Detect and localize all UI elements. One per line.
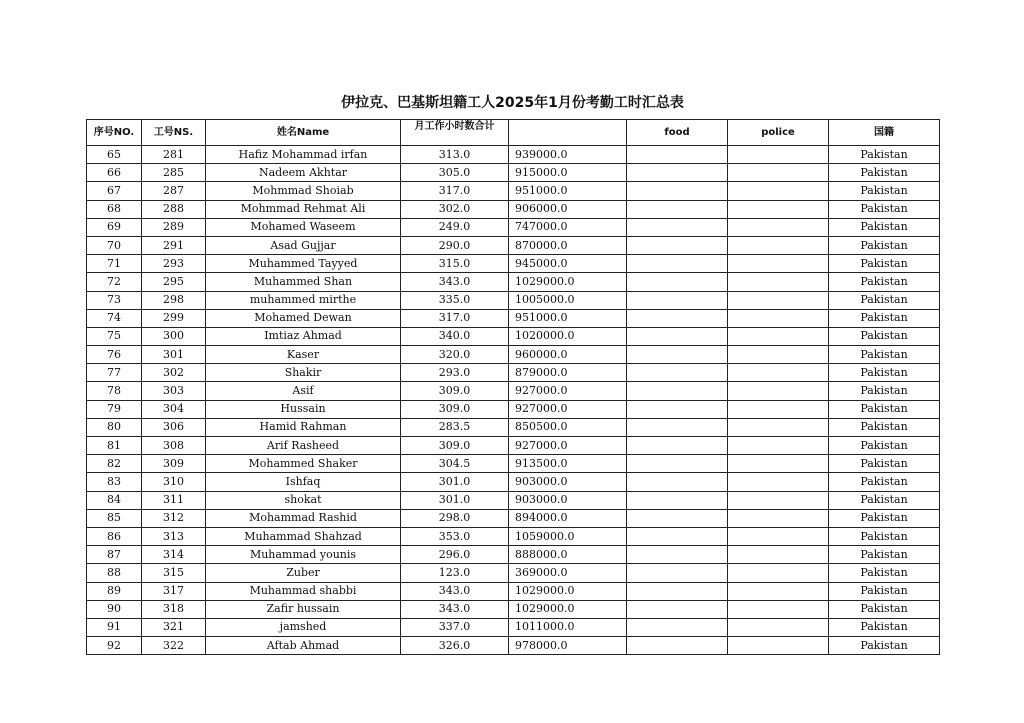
table-row	[87, 600, 940, 618]
table-row	[87, 527, 940, 545]
cell-nationality: Pakistan	[829, 346, 940, 364]
cell-no: 67	[87, 182, 142, 200]
cell-no: 79	[87, 400, 142, 418]
cell-ns: 309	[142, 455, 206, 473]
cell-nationality: Pakistan	[829, 527, 940, 545]
cell-hours: 340.0	[401, 327, 509, 345]
cell-hours: 249.0	[401, 218, 509, 236]
cell-name: Mohmmad Rehmat Ali	[206, 200, 401, 218]
cell-nationality: Pakistan	[829, 400, 940, 418]
cell-amount: 927000.0	[509, 382, 627, 400]
cell-name: Hussain	[206, 400, 401, 418]
cell-ns: 306	[142, 418, 206, 436]
cell-amount: 894000.0	[509, 509, 627, 527]
cell-ns: 299	[142, 309, 206, 327]
cell-ns: 300	[142, 327, 206, 345]
table-row	[87, 618, 940, 636]
cell-no: 88	[87, 564, 142, 582]
cell-food	[627, 291, 728, 309]
cell-police	[728, 309, 829, 327]
cell-hours: 283.5	[401, 418, 509, 436]
cell-hours: 335.0	[401, 291, 509, 309]
cell-amount: 1005000.0	[509, 291, 627, 309]
cell-ns: 302	[142, 364, 206, 382]
table-row	[87, 582, 940, 600]
cell-hours: 305.0	[401, 164, 509, 182]
cell-no: 85	[87, 509, 142, 527]
cell-amount: 1029000.0	[509, 600, 627, 618]
cell-hours: 123.0	[401, 564, 509, 582]
cell-hours: 317.0	[401, 182, 509, 200]
cell-no: 70	[87, 236, 142, 254]
cell-amount: 906000.0	[509, 200, 627, 218]
cell-no: 77	[87, 364, 142, 382]
cell-name: Muhammad shabbi	[206, 582, 401, 600]
cell-name: muhammed mirthe	[206, 291, 401, 309]
cell-amount: 888000.0	[509, 546, 627, 564]
cell-food	[627, 273, 728, 291]
cell-amount: 850500.0	[509, 418, 627, 436]
cell-nationality: Pakistan	[829, 146, 940, 164]
cell-food	[627, 637, 728, 655]
cell-ns: 314	[142, 546, 206, 564]
cell-hours: 343.0	[401, 582, 509, 600]
cell-amount: 747000.0	[509, 218, 627, 236]
cell-ns: 311	[142, 491, 206, 509]
cell-police	[728, 582, 829, 600]
col-header-food: food	[627, 120, 728, 146]
cell-amount: 1059000.0	[509, 527, 627, 545]
cell-no: 75	[87, 327, 142, 345]
cell-police	[728, 364, 829, 382]
cell-food	[627, 546, 728, 564]
cell-ns: 310	[142, 473, 206, 491]
cell-food	[627, 455, 728, 473]
attendance-table	[86, 119, 940, 655]
cell-police	[728, 346, 829, 364]
cell-food	[627, 582, 728, 600]
cell-nationality: Pakistan	[829, 455, 940, 473]
cell-ns: 291	[142, 236, 206, 254]
cell-ns: 301	[142, 346, 206, 364]
sheet-title: 伊拉克、巴基斯坦籍工人2025年1月份考勤工时汇总表	[341, 95, 684, 111]
cell-nationality: Pakistan	[829, 509, 940, 527]
cell-food	[627, 491, 728, 509]
table-row	[87, 546, 940, 564]
cell-hours: 343.0	[401, 273, 509, 291]
col-header-name: 姓名Name	[206, 120, 401, 146]
cell-food	[627, 382, 728, 400]
cell-nationality: Pakistan	[829, 418, 940, 436]
cell-police	[728, 291, 829, 309]
cell-police	[728, 382, 829, 400]
table-row	[87, 473, 940, 491]
cell-ns: 295	[142, 273, 206, 291]
table-row	[87, 236, 940, 254]
cell-food	[627, 618, 728, 636]
cell-police	[728, 564, 829, 582]
cell-name: Muhammad Shahzad	[206, 527, 401, 545]
cell-hours: 337.0	[401, 618, 509, 636]
cell-no: 82	[87, 455, 142, 473]
table-row	[87, 509, 940, 527]
cell-ns: 308	[142, 437, 206, 455]
cell-food	[627, 200, 728, 218]
cell-amount: 927000.0	[509, 437, 627, 455]
table-row	[87, 291, 940, 309]
cell-amount: 960000.0	[509, 346, 627, 364]
cell-name: Asad Gujjar	[206, 236, 401, 254]
cell-amount: 978000.0	[509, 637, 627, 655]
cell-ns: 298	[142, 291, 206, 309]
cell-police	[728, 491, 829, 509]
cell-food	[627, 255, 728, 273]
cell-police	[728, 637, 829, 655]
cell-police	[728, 255, 829, 273]
cell-nationality: Pakistan	[829, 236, 940, 254]
cell-no: 73	[87, 291, 142, 309]
cell-hours: 290.0	[401, 236, 509, 254]
cell-nationality: Pakistan	[829, 618, 940, 636]
cell-nationality: Pakistan	[829, 164, 940, 182]
cell-amount: 945000.0	[509, 255, 627, 273]
cell-ns: 303	[142, 382, 206, 400]
cell-name: Kaser	[206, 346, 401, 364]
cell-ns: 322	[142, 637, 206, 655]
cell-name: Hafiz Mohammad irfan	[206, 146, 401, 164]
table-row	[87, 218, 940, 236]
header-row	[87, 120, 940, 146]
table-row	[87, 182, 940, 200]
cell-amount: 1020000.0	[509, 327, 627, 345]
table-row	[87, 491, 940, 509]
cell-amount: 915000.0	[509, 164, 627, 182]
cell-name: Hamid Rahman	[206, 418, 401, 436]
cell-amount: 879000.0	[509, 364, 627, 382]
cell-no: 86	[87, 527, 142, 545]
cell-hours: 302.0	[401, 200, 509, 218]
cell-name: Mohamed Dewan	[206, 309, 401, 327]
cell-food	[627, 164, 728, 182]
cell-amount: 951000.0	[509, 309, 627, 327]
cell-no: 69	[87, 218, 142, 236]
cell-food	[627, 437, 728, 455]
cell-name: Mohammad Rashid	[206, 509, 401, 527]
cell-name: Arif Rasheed	[206, 437, 401, 455]
cell-nationality: Pakistan	[829, 473, 940, 491]
table-row	[87, 346, 940, 364]
cell-food	[627, 473, 728, 491]
cell-police	[728, 273, 829, 291]
cell-ns: 318	[142, 600, 206, 618]
cell-police	[728, 236, 829, 254]
cell-food	[627, 236, 728, 254]
cell-ns: 304	[142, 400, 206, 418]
cell-no: 74	[87, 309, 142, 327]
cell-nationality: Pakistan	[829, 327, 940, 345]
cell-police	[728, 146, 829, 164]
cell-food	[627, 146, 728, 164]
table-row	[87, 455, 940, 473]
cell-food	[627, 527, 728, 545]
table-row	[87, 309, 940, 327]
cell-amount: 369000.0	[509, 564, 627, 582]
cell-food	[627, 418, 728, 436]
cell-police	[728, 618, 829, 636]
cell-ns: 289	[142, 218, 206, 236]
table-row	[87, 364, 940, 382]
cell-amount: 913500.0	[509, 455, 627, 473]
cell-no: 68	[87, 200, 142, 218]
table-body	[87, 146, 940, 655]
cell-ns: 281	[142, 146, 206, 164]
cell-police	[728, 473, 829, 491]
cell-police	[728, 164, 829, 182]
cell-police	[728, 527, 829, 545]
cell-nationality: Pakistan	[829, 637, 940, 655]
cell-name: Muhammed Tayyed	[206, 255, 401, 273]
cell-police	[728, 200, 829, 218]
table-row	[87, 164, 940, 182]
cell-hours: 326.0	[401, 637, 509, 655]
table-row	[87, 382, 940, 400]
cell-hours: 301.0	[401, 491, 509, 509]
cell-police	[728, 437, 829, 455]
cell-amount: 951000.0	[509, 182, 627, 200]
cell-nationality: Pakistan	[829, 255, 940, 273]
cell-food	[627, 509, 728, 527]
cell-name: Muhammed Shan	[206, 273, 401, 291]
cell-police	[728, 455, 829, 473]
col-header-no: 序号NO.	[87, 120, 142, 146]
cell-nationality: Pakistan	[829, 564, 940, 582]
cell-name: Aftab Ahmad	[206, 637, 401, 655]
cell-no: 91	[87, 618, 142, 636]
cell-ns: 321	[142, 618, 206, 636]
cell-amount: 903000.0	[509, 491, 627, 509]
cell-ns: 313	[142, 527, 206, 545]
col-header-amount	[509, 120, 627, 146]
cell-police	[728, 218, 829, 236]
cell-no: 76	[87, 346, 142, 364]
cell-no: 72	[87, 273, 142, 291]
cell-ns: 312	[142, 509, 206, 527]
cell-nationality: Pakistan	[829, 437, 940, 455]
cell-nationality: Pakistan	[829, 218, 940, 236]
cell-name: Zafir hussain	[206, 600, 401, 618]
col-header-ns: 工号NS.	[142, 120, 206, 146]
cell-food	[627, 600, 728, 618]
cell-amount: 927000.0	[509, 400, 627, 418]
cell-police	[728, 400, 829, 418]
col-header-police: police	[728, 120, 829, 146]
cell-no: 65	[87, 146, 142, 164]
cell-nationality: Pakistan	[829, 546, 940, 564]
cell-no: 81	[87, 437, 142, 455]
cell-food	[627, 564, 728, 582]
table-row	[87, 400, 940, 418]
cell-food	[627, 400, 728, 418]
cell-nationality: Pakistan	[829, 582, 940, 600]
table-row	[87, 564, 940, 582]
cell-food	[627, 364, 728, 382]
cell-no: 84	[87, 491, 142, 509]
cell-no: 78	[87, 382, 142, 400]
cell-food	[627, 182, 728, 200]
cell-nationality: Pakistan	[829, 273, 940, 291]
cell-name: Asif	[206, 382, 401, 400]
cell-name: Mohmmad Shoiab	[206, 182, 401, 200]
cell-name: Muhammad younis	[206, 546, 401, 564]
cell-ns: 317	[142, 582, 206, 600]
cell-no: 89	[87, 582, 142, 600]
cell-hours: 309.0	[401, 382, 509, 400]
cell-hours: 317.0	[401, 309, 509, 327]
cell-amount: 1011000.0	[509, 618, 627, 636]
cell-nationality: Pakistan	[829, 200, 940, 218]
cell-amount: 870000.0	[509, 236, 627, 254]
cell-ns: 287	[142, 182, 206, 200]
table-row	[87, 418, 940, 436]
cell-nationality: Pakistan	[829, 182, 940, 200]
table-row	[87, 273, 940, 291]
cell-amount: 903000.0	[509, 473, 627, 491]
cell-police	[728, 546, 829, 564]
cell-hours: 313.0	[401, 146, 509, 164]
cell-nationality: Pakistan	[829, 600, 940, 618]
cell-hours: 298.0	[401, 509, 509, 527]
table-row	[87, 146, 940, 164]
cell-hours: 309.0	[401, 400, 509, 418]
cell-hours: 343.0	[401, 600, 509, 618]
cell-no: 87	[87, 546, 142, 564]
cell-name: Mohammed Shaker	[206, 455, 401, 473]
cell-no: 83	[87, 473, 142, 491]
cell-nationality: Pakistan	[829, 491, 940, 509]
cell-police	[728, 418, 829, 436]
cell-amount: 1029000.0	[509, 273, 627, 291]
cell-ns: 315	[142, 564, 206, 582]
col-header-hours: 月工作小时数合计	[401, 120, 509, 146]
cell-no: 66	[87, 164, 142, 182]
cell-name: Zuber	[206, 564, 401, 582]
cell-food	[627, 309, 728, 327]
table-row	[87, 637, 940, 655]
cell-hours: 353.0	[401, 527, 509, 545]
cell-name: Ishfaq	[206, 473, 401, 491]
cell-nationality: Pakistan	[829, 364, 940, 382]
cell-nationality: Pakistan	[829, 382, 940, 400]
col-header-nationality: 国籍	[829, 120, 940, 146]
cell-no: 92	[87, 637, 142, 655]
cell-police	[728, 509, 829, 527]
cell-hours: 304.5	[401, 455, 509, 473]
cell-hours: 296.0	[401, 546, 509, 564]
cell-police	[728, 327, 829, 345]
cell-food	[627, 327, 728, 345]
cell-name: jamshed	[206, 618, 401, 636]
cell-food	[627, 346, 728, 364]
cell-name: Nadeem Akhtar	[206, 164, 401, 182]
table-row	[87, 200, 940, 218]
cell-ns: 293	[142, 255, 206, 273]
cell-food	[627, 218, 728, 236]
table-row	[87, 437, 940, 455]
cell-no: 90	[87, 600, 142, 618]
cell-ns: 285	[142, 164, 206, 182]
cell-name: Mohamed Waseem	[206, 218, 401, 236]
table-row	[87, 327, 940, 345]
cell-police	[728, 600, 829, 618]
cell-hours: 301.0	[401, 473, 509, 491]
cell-name: Shakir	[206, 364, 401, 382]
cell-no: 71	[87, 255, 142, 273]
table-row	[87, 255, 940, 273]
cell-hours: 320.0	[401, 346, 509, 364]
cell-name: shokat	[206, 491, 401, 509]
cell-amount: 1029000.0	[509, 582, 627, 600]
cell-hours: 293.0	[401, 364, 509, 382]
cell-ns: 288	[142, 200, 206, 218]
cell-amount: 939000.0	[509, 146, 627, 164]
cell-hours: 315.0	[401, 255, 509, 273]
cell-nationality: Pakistan	[829, 291, 940, 309]
cell-police	[728, 182, 829, 200]
cell-no: 80	[87, 418, 142, 436]
cell-nationality: Pakistan	[829, 309, 940, 327]
cell-name: Imtiaz Ahmad	[206, 327, 401, 345]
cell-hours: 309.0	[401, 437, 509, 455]
